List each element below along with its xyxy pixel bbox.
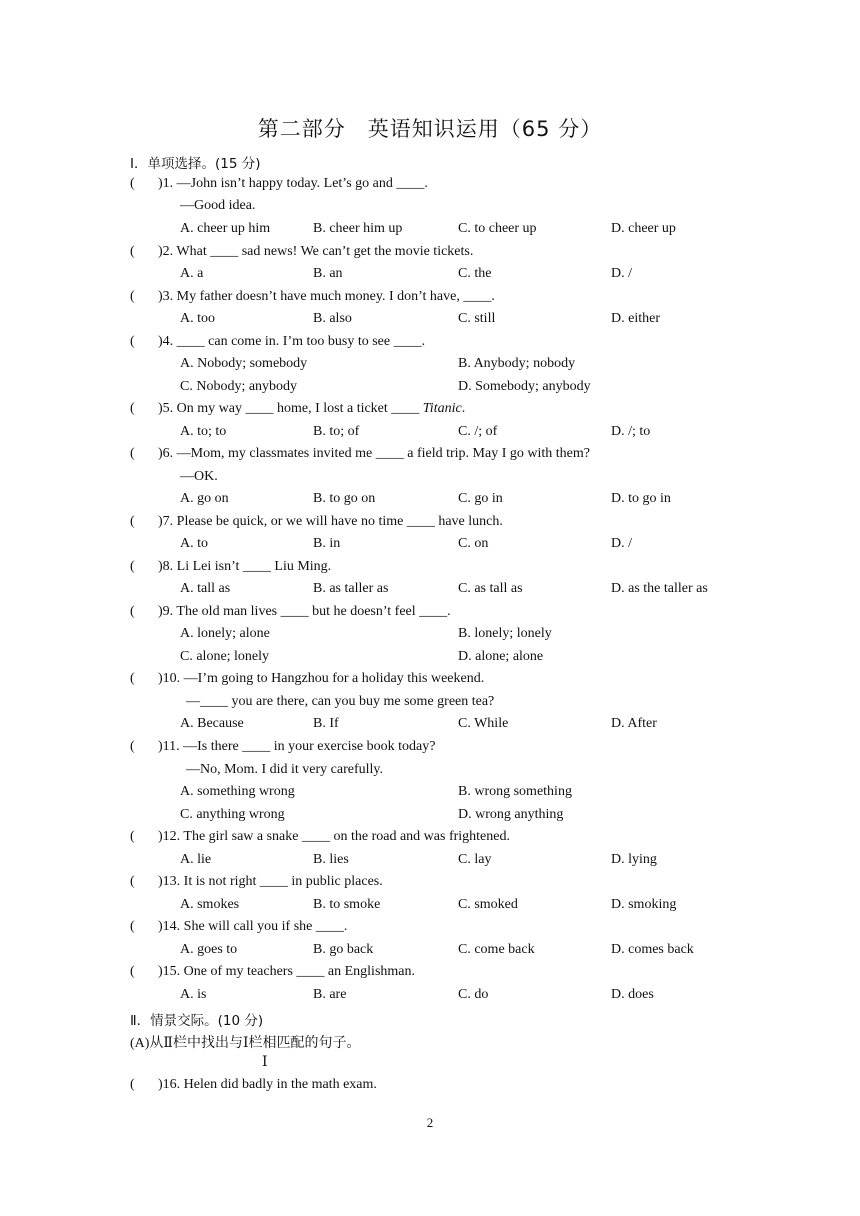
question-2-stem: ( )2. What ____ sad news! We can’t get the movie tickets. <box>130 244 474 259</box>
q15-option-b: B. are <box>313 987 347 1002</box>
question-12-stem: ( )12. The girl saw a snake ____ on the road and was frightened. <box>130 829 510 844</box>
question-10-stem: ( )10. —I’m going to Hangzhou for a holiday this weekend. <box>130 671 485 686</box>
q5-option-c: C. /; of <box>458 424 498 439</box>
question-11-reply: —No, Mom. I did it very carefully. <box>186 762 383 777</box>
q8-option-c: C. as tall as <box>458 581 523 596</box>
q10-option-a: A. Because <box>180 716 244 731</box>
q9-option-a: A. lonely; alone <box>180 626 270 641</box>
q11-option-b: B. wrong something <box>458 784 572 799</box>
q6-option-c: C. go in <box>458 491 503 506</box>
q13-option-d: D. smoking <box>611 897 677 912</box>
q13-option-b: B. to smoke <box>313 897 381 912</box>
q3-option-d: D. either <box>611 311 660 326</box>
question-6-reply: —OK. <box>180 469 218 484</box>
q5-option-b: B. to; of <box>313 424 360 439</box>
question-6-stem: ( )6. —Mom, my classmates invited me ____ a field trip. May I go with them? <box>130 446 590 461</box>
question-10-reply: —____ you are there, can you buy me some green tea? <box>186 694 495 709</box>
q5-option-d: D. /; to <box>611 424 651 439</box>
page-title: 第二部分 英语知识运用（65 分） <box>257 117 603 141</box>
q8-option-b: B. as taller as <box>313 581 389 596</box>
q4-option-a: A. Nobody; somebody <box>180 356 308 371</box>
q2-option-a: A. a <box>180 266 204 281</box>
q14-option-a: A. goes to <box>180 942 238 957</box>
page-number: 2 <box>426 1115 434 1130</box>
question-9-stem: ( )9. The old man lives ____ but he doesn’t feel ____. <box>130 604 451 619</box>
q1-option-b: B. cheer him up <box>313 221 403 236</box>
column-header-i: Ⅰ <box>262 1055 268 1070</box>
q14-option-c: C. come back <box>458 942 535 957</box>
q5-option-a: A. to; to <box>180 424 227 439</box>
q15-option-c: C. do <box>458 987 489 1002</box>
q4-option-c: C. Nobody; anybody <box>180 379 298 394</box>
q11-option-c: C. anything wrong <box>180 807 285 822</box>
q10-option-c: C. While <box>458 716 509 731</box>
q7-option-a: A. to <box>180 536 208 551</box>
q2-option-c: C. the <box>458 266 492 281</box>
q4-option-d: D. Somebody; anybody <box>458 379 591 394</box>
q8-option-d: D. as the taller as <box>611 581 708 596</box>
question-5-stem: ( )5. On my way ____ home, I lost a ticket ____ Titanic. <box>130 401 466 416</box>
q14-option-d: D. comes back <box>611 942 694 957</box>
q10-option-b: B. If <box>313 716 339 731</box>
q7-option-b: B. in <box>313 536 341 551</box>
q12-option-c: C. lay <box>458 852 492 867</box>
q6-option-b: B. to go on <box>313 491 376 506</box>
q1-option-a: A. cheer up him <box>180 221 271 236</box>
question-4-stem: ( )4. ____ can come in. I’m too busy to see ____. <box>130 334 426 349</box>
q15-option-a: A. is <box>180 987 207 1002</box>
question-7-stem: ( )7. Please be quick, or we will have no time ____ have lunch. <box>130 514 503 529</box>
question-11-stem: ( )11. —Is there ____ in your exercise book today? <box>130 739 436 754</box>
q1-option-d: D. cheer up <box>611 221 676 236</box>
question-13-stem: ( )13. It is not right ____ in public places. <box>130 874 383 889</box>
q9-option-d: D. alone; alone <box>458 649 544 664</box>
question-3-stem: ( )3. My father doesn’t have much money. I don’t have, ____. <box>130 289 495 304</box>
q11-option-d: D. wrong anything <box>458 807 564 822</box>
question-1-stem: ( )1. —John isn’t happy today. Let’s go and ____. <box>130 176 428 191</box>
q11-option-a: A. something wrong <box>180 784 295 799</box>
question-15-stem: ( )15. One of my teachers ____ an Englishman. <box>130 964 415 979</box>
q6-option-a: A. go on <box>180 491 229 506</box>
q15-option-d: D. does <box>611 987 654 1002</box>
q4-option-b: B. Anybody; nobody <box>458 356 576 371</box>
question-14-stem: ( )14. She will call you if she ____. <box>130 919 348 934</box>
q2-option-d: D. / <box>611 266 632 281</box>
q3-option-a: A. too <box>180 311 215 326</box>
q13-option-c: C. smoked <box>458 897 518 912</box>
q13-option-a: A. smokes <box>180 897 240 912</box>
q7-option-c: C. on <box>458 536 489 551</box>
q2-option-b: B. an <box>313 266 343 281</box>
question-1-reply: —Good idea. <box>180 198 256 213</box>
q6-option-d: D. to go in <box>611 491 671 506</box>
q1-option-c: C. to cheer up <box>458 221 537 236</box>
q12-option-a: A. lie <box>180 852 212 867</box>
section-2-subheading: (A)从Ⅱ栏中找出与Ⅰ栏相匹配的句子。 <box>130 1036 361 1051</box>
q3-option-b: B. also <box>313 311 352 326</box>
section-1-heading: Ⅰ．单项选择。(15 分) <box>130 156 261 172</box>
question-16-stem: ( )16. Helen did badly in the math exam. <box>130 1077 377 1092</box>
q12-option-b: B. lies <box>313 852 349 867</box>
q9-option-c: C. alone; lonely <box>180 649 270 664</box>
q9-option-b: B. lonely; lonely <box>458 626 552 641</box>
question-8-stem: ( )8. Li Lei isn’t ____ Liu Ming. <box>130 559 332 574</box>
q12-option-d: D. lying <box>611 852 657 867</box>
q10-option-d: D. After <box>611 716 657 731</box>
q7-option-d: D. / <box>611 536 632 551</box>
q14-option-b: B. go back <box>313 942 374 957</box>
q8-option-a: A. tall as <box>180 581 231 596</box>
section-2-heading: Ⅱ．情景交际。(10 分) <box>130 1013 264 1029</box>
q3-option-c: C. still <box>458 311 496 326</box>
